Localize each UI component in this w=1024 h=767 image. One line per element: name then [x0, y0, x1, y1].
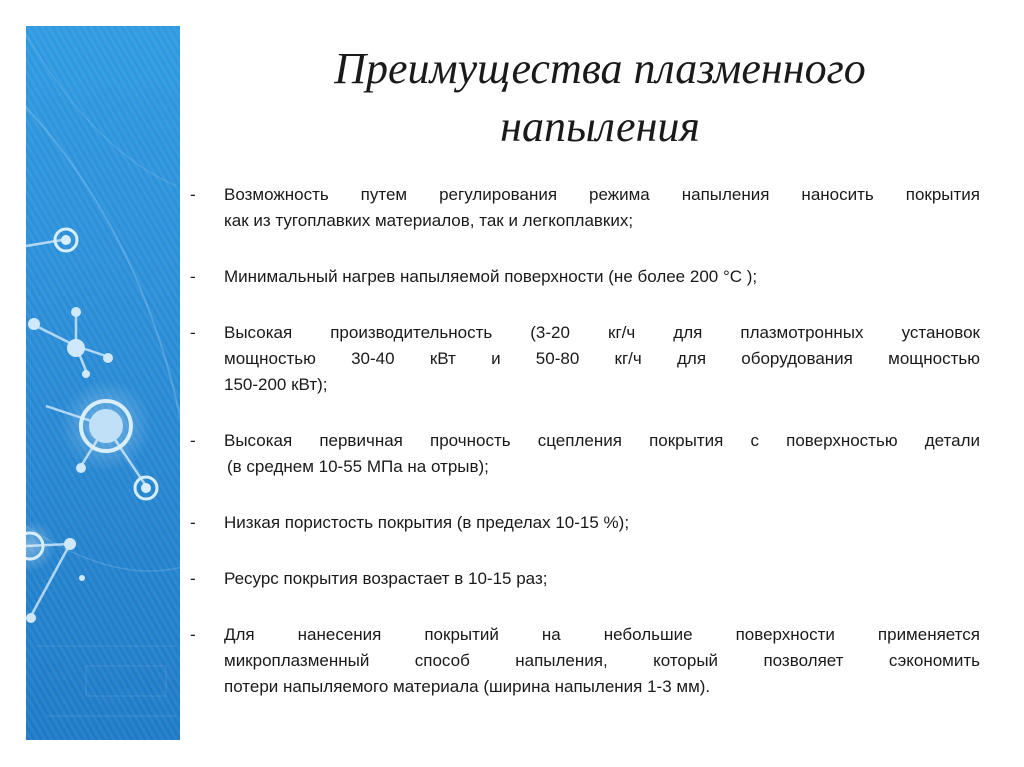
- list-item-line: мощностью 30-40 кВт и 50-80 кг/ч для оборудования мощностью: [224, 349, 980, 368]
- list-item: [190, 622, 980, 700]
- bullet-marker: -: [190, 267, 196, 286]
- list-item-line: Возможность путем регулирования режима напыления наносить покрытия: [224, 185, 980, 204]
- bullet-marker: -: [190, 625, 196, 644]
- list-item: [190, 320, 980, 398]
- advantages-list: [190, 182, 980, 730]
- list-item-line: Минимальный нагрев напыляемой поверхности (не более 200 °С );: [224, 267, 758, 286]
- bullet-marker: -: [190, 323, 196, 342]
- bullet-marker: -: [190, 431, 196, 450]
- list-item-line: Ресурс покрытия возрастает в 10-15 раз;: [224, 569, 548, 588]
- bullet-marker: -: [190, 569, 196, 588]
- bullet-marker: -: [190, 513, 196, 532]
- list-item-line: 150-200 кВт);: [224, 375, 328, 394]
- list-item-line: потери напыляемого материала (ширина напыления 1-3 мм).: [224, 677, 711, 696]
- list-item: [190, 264, 980, 290]
- title-line-1: Преимущества плазменного: [334, 44, 866, 93]
- list-item-line: (в среднем 10-55 МПа на отрыв);: [227, 457, 489, 476]
- list-item-line: как из тугоплавких материалов, так и легкоплавких;: [224, 211, 634, 230]
- bullet-marker: -: [190, 185, 196, 204]
- list-item-line: микроплазменный способ напыления, который позволяет сэкономить: [224, 651, 980, 670]
- list-item-line: Низкая пористость покрытия (в пределах 10-15 %);: [224, 513, 630, 532]
- list-item: [190, 182, 980, 234]
- list-item-line: Высокая первичная прочность сцепления покрытия с поверхностью детали: [224, 431, 980, 450]
- decorative-side-panel: [26, 26, 180, 740]
- list-item-line: Для нанесения покрытий на небольшие поверхности применяется: [224, 625, 980, 644]
- list-item: [190, 566, 980, 592]
- list-item-line: Высокая производительность (3-20 кг/ч для плазмотронных установок: [224, 323, 980, 342]
- molecule-network-graphic: [26, 26, 180, 740]
- list-item: [190, 428, 980, 480]
- page-title: [200, 40, 1000, 156]
- list-item: [190, 510, 980, 536]
- title-line-2: напыления: [500, 102, 700, 151]
